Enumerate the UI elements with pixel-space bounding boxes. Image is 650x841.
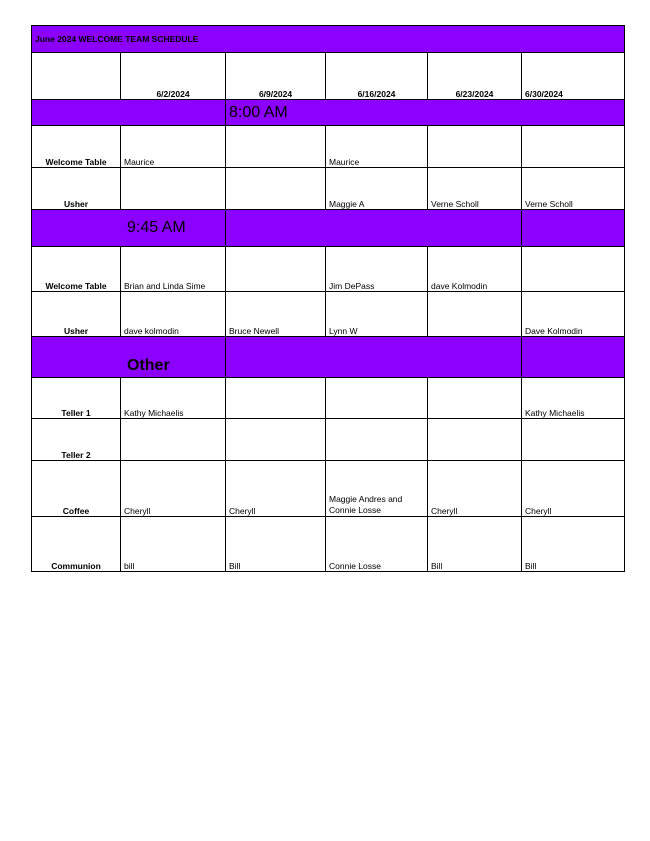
schedule-cell: Kathy Michaelis [121, 378, 226, 419]
schedule-cell: dave Kolmodin [428, 247, 522, 292]
role-label: Communion [32, 517, 121, 572]
schedule-cell: Maggie A [326, 168, 428, 210]
schedule-cell [522, 126, 625, 168]
schedule-title: June 2024 WELCOME TEAM SCHEDULE [32, 26, 625, 53]
schedule-cell: Connie Losse [326, 517, 428, 572]
schedule-cell: Cheryll [522, 461, 625, 517]
table-row [32, 461, 625, 517]
section-band-other [32, 337, 625, 378]
schedule-cell [428, 419, 522, 461]
schedule-cell: Kathy Michaelis [522, 378, 625, 419]
role-label: Usher [32, 168, 121, 210]
section-label: Other [127, 357, 170, 374]
role-label: Welcome Table [32, 247, 121, 292]
schedule-cell: bill [121, 517, 226, 572]
role-label: Teller 1 [32, 378, 121, 419]
schedule-cell: Bill [226, 517, 326, 572]
schedule-cell: Cheryll [121, 461, 226, 517]
schedule-cell: Jim DePass [326, 247, 428, 292]
schedule-cell [226, 247, 326, 292]
schedule-cell [326, 419, 428, 461]
schedule-cell [428, 378, 522, 419]
role-label: Welcome Table [32, 126, 121, 168]
date-header: 6/30/2024 [522, 53, 625, 100]
schedule-cell [226, 126, 326, 168]
schedule-cell [121, 419, 226, 461]
header-blank-cell [32, 53, 121, 100]
schedule-cell [428, 292, 522, 337]
schedule-cell: Brian and Linda Sime [121, 247, 226, 292]
schedule-cell: Dave Kolmodin [522, 292, 625, 337]
table-row [32, 292, 625, 337]
schedule-cell [522, 419, 625, 461]
schedule-cell: Lynn W [326, 292, 428, 337]
table-row [32, 419, 625, 461]
role-label: Coffee [32, 461, 121, 517]
date-header: 6/9/2024 [226, 53, 326, 100]
schedule-cell [522, 247, 625, 292]
schedule-cell [428, 126, 522, 168]
schedule-cell: Cheryll [226, 461, 326, 517]
schedule-cell: Verne Scholl [428, 168, 522, 210]
table-row [32, 168, 625, 210]
date-header-row [32, 53, 625, 100]
table-row [32, 378, 625, 419]
table-row [32, 126, 625, 168]
schedule-cell [226, 168, 326, 210]
schedule-cell [226, 378, 326, 419]
schedule-table [31, 25, 625, 572]
date-header: 6/23/2024 [428, 53, 522, 100]
schedule-cell: dave kolmodin [121, 292, 226, 337]
section-band-8am [32, 100, 625, 126]
schedule-cell: Cheryll [428, 461, 522, 517]
date-header: 6/16/2024 [326, 53, 428, 100]
schedule-cell: Bruce Newell [226, 292, 326, 337]
schedule-cell: Maurice [326, 126, 428, 168]
date-header: 6/2/2024 [121, 53, 226, 100]
section-label: 9:45 AM [127, 219, 186, 236]
schedule-cell [326, 378, 428, 419]
role-label: Teller 2 [32, 419, 121, 461]
table-row [32, 517, 625, 572]
schedule-cell: Maurice [121, 126, 226, 168]
section-label: 8:00 AM [229, 103, 288, 121]
table-row [32, 247, 625, 292]
schedule-cell: Maggie Andres and Connie Losse [326, 461, 428, 517]
schedule-cell: Bill [428, 517, 522, 572]
schedule-cell [226, 419, 326, 461]
schedule-cell [121, 168, 226, 210]
section-band-945am [32, 210, 625, 247]
schedule-cell: Bill [522, 517, 625, 572]
schedule-cell: Verne Scholl [522, 168, 625, 210]
role-label: Usher [32, 292, 121, 337]
